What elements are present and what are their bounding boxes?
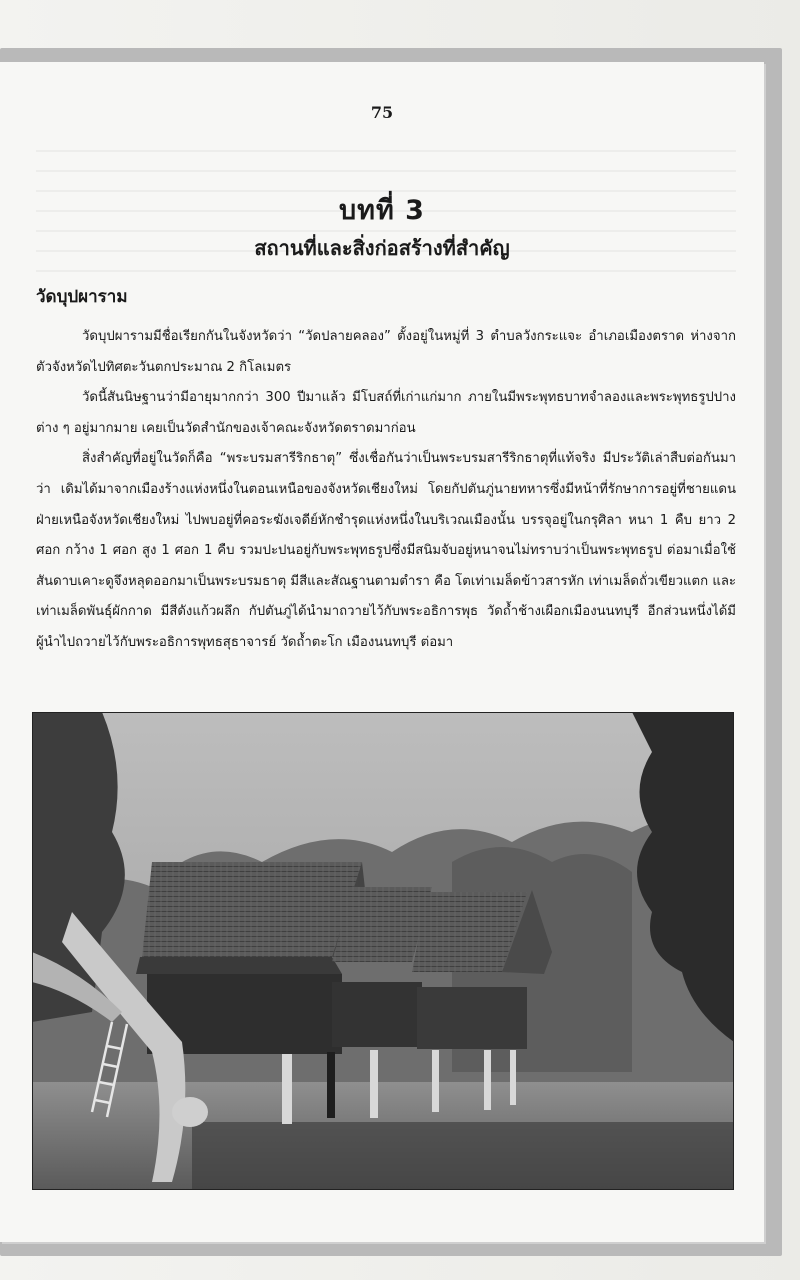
chapter-subtitle: สถานที่และสิ่งก่อสร้างที่สำคัญ — [254, 236, 510, 260]
section-heading: วัดบุปผาราม — [36, 287, 128, 307]
paragraph-2: วัดนี้สันนิษฐานว่ามีอายุมากกว่า 300 ปีมาแล้ว มีโบสถ์ที่เก่าแก่มาก ภายในมีพระพุทธบาทจำลองและพระพุทธรูปปางต่าง ๆ อยู่มากมาย เคยเป็นวัดสำนักของเจ้าคณะจังหวัดตราดมาก่อน — [36, 390, 736, 436]
temple-photograph — [32, 712, 734, 1190]
paragraph-3: สิ่งสำคัญที่อยู่ในวัดก็คือ “พระบรมสารีริกธาตุ” ซึ่งเชื่อกันว่าเป็นพระบรมสารีริกธาตุที่แท้จริง มีประวัติเล่าสืบต่อกันมาว่า เดิมได้มาจากเมืองร้างแห่งหนึ่งในตอนเหนือของจังหวัดเชียงใหม่ โดยกัปตันภู่นายทหารซึ่งมีหน้าที่รักษาการอยู่ที่ชายแดนฝ่ายเหนือจังหวัดเชียงใหม่ ไปพบอยู่ที่คอระฆังเจดีย์หักชำรุดแห่งหนึ่งในบริเวณเมืองนั้น บรรจุอยู่ในกรุศิลา หนา 1 คืบ ยาว 2 ศอก กว้าง 1 ศอก สูง 1 ศอก 1 คืบ รวมปะปนอยู่กับพระพุทธรูปซึ่งมีสนิมจับอยู่หนาจนไม่ทราบว่าเป็นพระพุทธรูป ต่อมาเมื่อใช้สันดาบเคาะดูจึงหลุดออกมาเป็นพระบรมธาตุ มีสีและสัณฐานตามตำรา คือ โตเท่าเมล็ดข้าวสารหัก เท่าเมล็ดถั่วเขียวแตก และเท่าเมล็ดพันธุ์ผักกาด มีสีดังแก้วผลึก กัปตันภู่ได้นำมาถวายไว้กับพระอธิการพุธ วัดถ้ำช้างเผือกเมืองนนทบุรี อีกส่วนหนึ่งได้มีผู้นำไปถวายไว้กับพระอธิการพุทธสุธาจารย์ วัดถ้ำตะโก เมืองนนทบุรี ต่อมา — [36, 451, 736, 650]
photo-illustration — [32, 712, 734, 1190]
paragraph-1: วัดบุปผารามมีชื่อเรียกกันในจังหวัดว่า “วัดปลายคลอง” ตั้งอยู่ในหมู่ที่ 3 ตำบลวังกระแจะ อำเภอเมืองตราด ห่างจากตัวจังหวัดไปทิศตะวันตกประมาณ 2 กิโลเมตร — [36, 329, 736, 375]
body-text — [36, 322, 736, 659]
page-number: 75 — [370, 103, 394, 122]
chapter-title: บทที่ 3 — [339, 195, 425, 226]
